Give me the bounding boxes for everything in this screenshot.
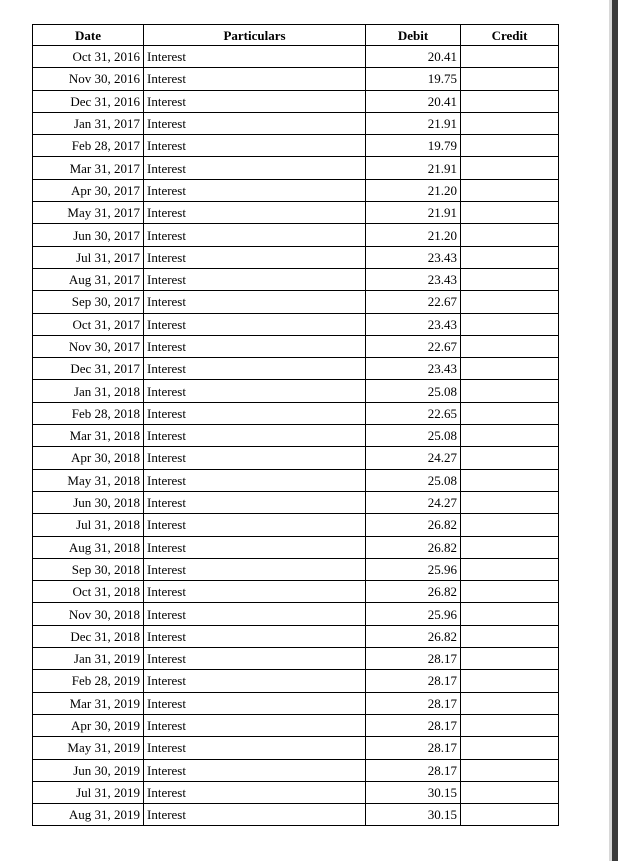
ledger-body (33, 46, 559, 826)
date-cell: May 31, 2017 (33, 202, 144, 224)
particulars-cell: Interest (144, 90, 366, 112)
particulars-cell: Interest (144, 804, 366, 826)
particulars-cell: Interest (144, 469, 366, 491)
credit-cell (461, 380, 559, 402)
debit-cell: 25.96 (366, 603, 461, 625)
date-cell: Oct 31, 2017 (33, 313, 144, 335)
table-row (33, 581, 559, 603)
interest-ledger-table (32, 24, 559, 826)
particulars-cell: Interest (144, 781, 366, 803)
credit-cell (461, 648, 559, 670)
table-row (33, 670, 559, 692)
table-row (33, 358, 559, 380)
credit-cell (461, 536, 559, 558)
table-row (33, 179, 559, 201)
credit-cell (461, 402, 559, 424)
particulars-cell: Interest (144, 68, 366, 90)
debit-cell: 28.17 (366, 648, 461, 670)
credit-cell (461, 135, 559, 157)
credit-cell (461, 737, 559, 759)
date-cell: Apr 30, 2017 (33, 179, 144, 201)
particulars-cell: Interest (144, 268, 366, 290)
date-cell: Jul 31, 2019 (33, 781, 144, 803)
credit-cell (461, 246, 559, 268)
ledger-header (33, 25, 559, 46)
particulars-cell: Interest (144, 313, 366, 335)
debit-cell: 23.43 (366, 358, 461, 380)
debit-cell: 20.41 (366, 46, 461, 68)
date-cell: Dec 31, 2018 (33, 625, 144, 647)
date-cell: Sep 30, 2017 (33, 291, 144, 313)
debit-cell: 30.15 (366, 781, 461, 803)
particulars-cell: Interest (144, 603, 366, 625)
table-row (33, 447, 559, 469)
credit-cell (461, 581, 559, 603)
debit-cell: 21.91 (366, 202, 461, 224)
particulars-cell: Interest (144, 670, 366, 692)
date-cell: Jun 30, 2018 (33, 491, 144, 513)
date-cell: Oct 31, 2018 (33, 581, 144, 603)
credit-cell (461, 224, 559, 246)
date-cell: Mar 31, 2017 (33, 157, 144, 179)
date-cell: Apr 30, 2018 (33, 447, 144, 469)
debit-cell: 30.15 (366, 804, 461, 826)
date-cell: Oct 31, 2016 (33, 46, 144, 68)
table-row (33, 648, 559, 670)
particulars-cell: Interest (144, 224, 366, 246)
debit-cell: 25.96 (366, 558, 461, 580)
table-row (33, 558, 559, 580)
table-row (33, 491, 559, 513)
header-row (33, 25, 559, 46)
credit-cell (461, 335, 559, 357)
table-row (33, 402, 559, 424)
particulars-cell: Interest (144, 558, 366, 580)
date-cell: May 31, 2019 (33, 737, 144, 759)
debit-cell: 26.82 (366, 625, 461, 647)
table-row (33, 425, 559, 447)
particulars-cell: Interest (144, 46, 366, 68)
credit-cell (461, 692, 559, 714)
particulars-cell: Interest (144, 157, 366, 179)
credit-cell (461, 469, 559, 491)
debit-cell: 24.27 (366, 491, 461, 513)
debit-cell: 22.67 (366, 335, 461, 357)
date-cell: Sep 30, 2018 (33, 558, 144, 580)
date-cell: Jan 31, 2018 (33, 380, 144, 402)
table-row (33, 804, 559, 826)
date-cell: Nov 30, 2018 (33, 603, 144, 625)
date-cell: Aug 31, 2019 (33, 804, 144, 826)
header-date: Date (33, 25, 144, 46)
credit-cell (461, 68, 559, 90)
particulars-cell: Interest (144, 491, 366, 513)
credit-cell (461, 447, 559, 469)
table-row (33, 380, 559, 402)
date-cell: Jul 31, 2017 (33, 246, 144, 268)
table-row (33, 112, 559, 134)
credit-cell (461, 625, 559, 647)
debit-cell: 23.43 (366, 313, 461, 335)
debit-cell: 26.82 (366, 514, 461, 536)
table-row (33, 692, 559, 714)
table-row (33, 625, 559, 647)
debit-cell: 28.17 (366, 670, 461, 692)
debit-cell: 21.20 (366, 179, 461, 201)
page-edge (612, 0, 618, 861)
date-cell: Feb 28, 2019 (33, 670, 144, 692)
credit-cell (461, 491, 559, 513)
credit-cell (461, 358, 559, 380)
credit-cell (461, 291, 559, 313)
credit-cell (461, 558, 559, 580)
header-debit: Debit (366, 25, 461, 46)
debit-cell: 22.65 (366, 402, 461, 424)
table-row (33, 313, 559, 335)
header-particulars: Particulars (144, 25, 366, 46)
debit-cell: 19.75 (366, 68, 461, 90)
table-row (33, 202, 559, 224)
table-row (33, 759, 559, 781)
particulars-cell: Interest (144, 246, 366, 268)
particulars-cell: Interest (144, 358, 366, 380)
particulars-cell: Interest (144, 112, 366, 134)
date-cell: Aug 31, 2017 (33, 268, 144, 290)
particulars-cell: Interest (144, 335, 366, 357)
table-row (33, 737, 559, 759)
particulars-cell: Interest (144, 692, 366, 714)
debit-cell: 28.17 (366, 737, 461, 759)
date-cell: Apr 30, 2019 (33, 714, 144, 736)
credit-cell (461, 603, 559, 625)
particulars-cell: Interest (144, 291, 366, 313)
particulars-cell: Interest (144, 737, 366, 759)
debit-cell: 25.08 (366, 425, 461, 447)
table-row (33, 335, 559, 357)
debit-cell: 25.08 (366, 469, 461, 491)
table-row (33, 291, 559, 313)
particulars-cell: Interest (144, 581, 366, 603)
credit-cell (461, 714, 559, 736)
debit-cell: 20.41 (366, 90, 461, 112)
debit-cell: 28.17 (366, 759, 461, 781)
credit-cell (461, 268, 559, 290)
credit-cell (461, 202, 559, 224)
date-cell: Dec 31, 2016 (33, 90, 144, 112)
table-row (33, 68, 559, 90)
particulars-cell: Interest (144, 759, 366, 781)
credit-cell (461, 781, 559, 803)
debit-cell: 25.08 (366, 380, 461, 402)
table-row (33, 135, 559, 157)
credit-cell (461, 179, 559, 201)
credit-cell (461, 112, 559, 134)
debit-cell: 26.82 (366, 581, 461, 603)
table-row (33, 157, 559, 179)
date-cell: Mar 31, 2019 (33, 692, 144, 714)
credit-cell (461, 157, 559, 179)
date-cell: Jan 31, 2017 (33, 112, 144, 134)
date-cell: Feb 28, 2017 (33, 135, 144, 157)
date-cell: Feb 28, 2018 (33, 402, 144, 424)
credit-cell (461, 425, 559, 447)
credit-cell (461, 313, 559, 335)
credit-cell (461, 804, 559, 826)
debit-cell: 24.27 (366, 447, 461, 469)
header-credit: Credit (461, 25, 559, 46)
particulars-cell: Interest (144, 625, 366, 647)
debit-cell: 19.79 (366, 135, 461, 157)
date-cell: Jan 31, 2019 (33, 648, 144, 670)
date-cell: Jul 31, 2018 (33, 514, 144, 536)
table-row (33, 514, 559, 536)
date-cell: Mar 31, 2018 (33, 425, 144, 447)
particulars-cell: Interest (144, 402, 366, 424)
debit-cell: 28.17 (366, 692, 461, 714)
date-cell: Dec 31, 2017 (33, 358, 144, 380)
credit-cell (461, 90, 559, 112)
particulars-cell: Interest (144, 380, 366, 402)
particulars-cell: Interest (144, 514, 366, 536)
table-row (33, 714, 559, 736)
credit-cell (461, 514, 559, 536)
date-cell: Nov 30, 2017 (33, 335, 144, 357)
particulars-cell: Interest (144, 425, 366, 447)
table-row (33, 268, 559, 290)
date-cell: Jun 30, 2019 (33, 759, 144, 781)
table-row (33, 781, 559, 803)
particulars-cell: Interest (144, 135, 366, 157)
date-cell: May 31, 2018 (33, 469, 144, 491)
table-row (33, 246, 559, 268)
table-row (33, 90, 559, 112)
table-row (33, 603, 559, 625)
debit-cell: 26.82 (366, 536, 461, 558)
date-cell: Aug 31, 2018 (33, 536, 144, 558)
debit-cell: 23.43 (366, 268, 461, 290)
table-row (33, 469, 559, 491)
debit-cell: 21.91 (366, 112, 461, 134)
particulars-cell: Interest (144, 536, 366, 558)
table-row (33, 46, 559, 68)
particulars-cell: Interest (144, 714, 366, 736)
particulars-cell: Interest (144, 179, 366, 201)
debit-cell: 22.67 (366, 291, 461, 313)
table-row (33, 224, 559, 246)
debit-cell: 28.17 (366, 714, 461, 736)
table-row (33, 536, 559, 558)
particulars-cell: Interest (144, 447, 366, 469)
credit-cell (461, 759, 559, 781)
particulars-cell: Interest (144, 648, 366, 670)
debit-cell: 23.43 (366, 246, 461, 268)
debit-cell: 21.20 (366, 224, 461, 246)
credit-cell (461, 670, 559, 692)
credit-cell (461, 46, 559, 68)
date-cell: Nov 30, 2016 (33, 68, 144, 90)
particulars-cell: Interest (144, 202, 366, 224)
debit-cell: 21.91 (366, 157, 461, 179)
date-cell: Jun 30, 2017 (33, 224, 144, 246)
